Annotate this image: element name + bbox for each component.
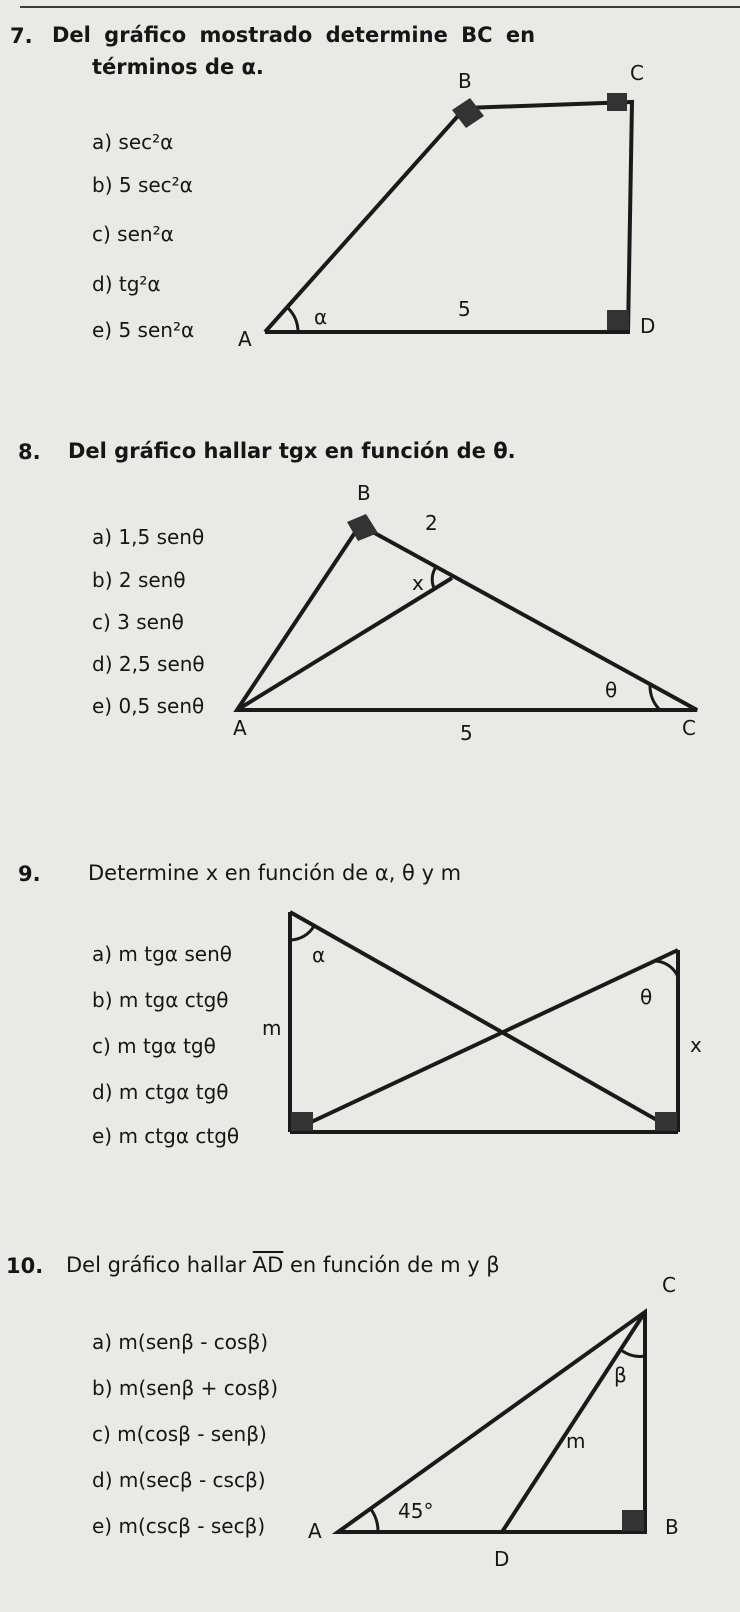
- option-letter: d): [92, 652, 113, 676]
- option-letter: c): [92, 1422, 111, 1446]
- option-text: m ctgα tgθ: [118, 1080, 229, 1104]
- option-text: m(secβ - cscβ): [118, 1468, 266, 1492]
- segment-ad-overline: $\overline{AD}$: [252, 1253, 284, 1277]
- option-text: 1,5 senθ: [118, 525, 205, 549]
- option-text: 3 senθ: [117, 610, 184, 634]
- option-letter: d): [92, 1468, 113, 1492]
- option-text: m tgα ctgθ: [118, 988, 229, 1012]
- label-a: A: [238, 327, 252, 351]
- option-letter: e): [92, 1124, 113, 1148]
- label-alpha: α: [314, 305, 328, 329]
- option-letter: a): [92, 525, 113, 549]
- option-text: 2,5 senθ: [118, 652, 205, 676]
- label-c: C: [630, 61, 644, 85]
- option-text: 2 senθ: [118, 568, 186, 592]
- label-m: m: [566, 1429, 586, 1453]
- option-letter: c): [92, 222, 111, 246]
- label-d: D: [494, 1547, 510, 1571]
- option-letter: a): [92, 1330, 113, 1354]
- statement-part-2: en función de m y β: [290, 1253, 500, 1277]
- label-b: B: [665, 1515, 679, 1539]
- problem-8-number: 8.: [18, 440, 41, 464]
- label-theta: θ: [605, 678, 618, 702]
- option-text: 5 sen²α: [118, 318, 195, 342]
- option-text: tg²α: [118, 272, 161, 296]
- option-letter: b): [92, 173, 113, 197]
- label-x: x: [690, 1033, 702, 1057]
- option-text: m(senβ + cosβ): [118, 1376, 278, 1400]
- option-letter: b): [92, 568, 113, 592]
- option-letter: d): [92, 272, 113, 296]
- option-text: m tgα senθ: [118, 942, 232, 966]
- label-c: C: [662, 1273, 676, 1297]
- problem-7-statement-line1: Del gráfico mostrado determine BC en: [52, 23, 536, 47]
- triangle-abc: [338, 1312, 645, 1532]
- label-45: 45°: [398, 1499, 434, 1523]
- problem-10-number: 10.: [6, 1254, 44, 1278]
- option-letter: b): [92, 988, 113, 1012]
- angle-arc-45: [370, 1508, 378, 1532]
- label-c: C: [682, 716, 696, 740]
- label-side-5: 5: [458, 297, 471, 321]
- option-text: m(cscβ - secβ): [118, 1514, 266, 1538]
- option-text: m(senβ - cosβ): [118, 1330, 269, 1354]
- label-beta: β: [614, 1363, 627, 1387]
- option-letter: c): [92, 610, 111, 634]
- segment-dc: [502, 1312, 645, 1532]
- option-letter: e): [92, 318, 113, 342]
- option-text: sec²α: [118, 130, 174, 154]
- label-theta: θ: [640, 985, 653, 1009]
- label-a: A: [233, 716, 247, 740]
- problem-7-statement-line2: términos de α.: [92, 55, 264, 79]
- label-b: B: [458, 69, 472, 93]
- statement-part-1: Del gráfico hallar: [66, 1253, 247, 1277]
- label-d: D: [640, 314, 656, 338]
- option-letter: d): [92, 1080, 113, 1104]
- option-letter: a): [92, 942, 113, 966]
- label-side-5: 5: [460, 721, 473, 745]
- label-x: x: [412, 571, 424, 595]
- option-letter: b): [92, 1376, 113, 1400]
- option-text: m(cosβ - senβ): [117, 1422, 267, 1446]
- problem-9-statement: Determine x en función de α, θ y m: [88, 861, 462, 885]
- option-letter: e): [92, 1514, 113, 1538]
- label-a: A: [308, 1519, 322, 1543]
- label-m: m: [262, 1016, 282, 1040]
- problem-7-number: 7.: [10, 24, 33, 48]
- option-text: 0,5 senθ: [118, 694, 205, 718]
- option-text: 5 sec²α: [118, 173, 193, 197]
- option-letter: a): [92, 130, 113, 154]
- option-text: m tgα tgθ: [117, 1034, 216, 1058]
- option-text: m ctgα ctgθ: [118, 1124, 240, 1148]
- problem-8-statement: Del gráfico hallar tgx en función de θ.: [68, 439, 516, 463]
- problem-9-number: 9.: [18, 862, 41, 886]
- option-text: sen²α: [117, 222, 174, 246]
- option-letter: e): [92, 694, 113, 718]
- label-b: B: [357, 481, 371, 505]
- right-angle-marker-b: [622, 1510, 644, 1531]
- label-alpha: α: [312, 943, 326, 967]
- label-side-2: 2: [425, 511, 438, 535]
- angle-arc-beta: [620, 1349, 645, 1356]
- option-letter: c): [92, 1034, 111, 1058]
